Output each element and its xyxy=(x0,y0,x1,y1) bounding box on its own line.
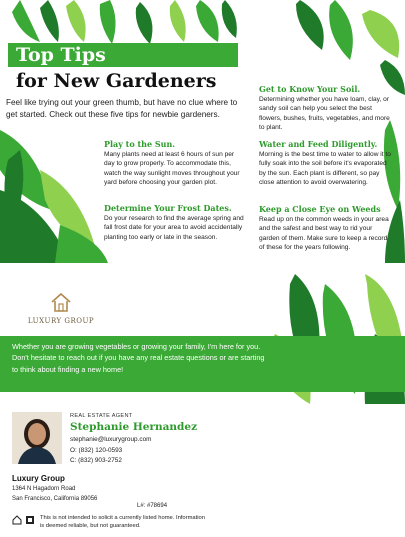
tip-heading: Determine Your Frost Dates. xyxy=(104,203,232,213)
brand-name: LUXURY GROUP xyxy=(27,317,95,325)
agent-office-phone[interactable]: O: (832) 120-0593 xyxy=(70,447,123,454)
tip-body: Do your research to find the average spring and fall frost date for your area to avoid accidentally planting too early or late in the season. xyxy=(104,215,244,241)
bottom-left-leaves-icon xyxy=(0,130,108,263)
agent-photo xyxy=(12,412,62,464)
agent-message: Whether you are growing vegetables or growing your family, I'm here for you. Don't hesitate to reach out if you have any real estate questions or are starting to think about finding a new home! xyxy=(12,342,265,374)
tip-body: Determining whether you have loam, clay, or sandy soil can help you select the best flowers, bushes, fruits, vegetables, and more to plant. xyxy=(259,96,390,132)
company-name: Luxury Group xyxy=(12,474,65,483)
equal-housing-icon xyxy=(12,515,36,525)
tip-heading: Play to the Sun. xyxy=(104,139,176,149)
agent-name: Stephanie Hernandez xyxy=(70,421,198,433)
agent-portrait-icon xyxy=(12,412,62,464)
tip-heading: Water and Feed Diligently. xyxy=(259,139,378,149)
disclaimer: This is not intended to solicit a currently listed home. Information is deemed reliable, but not guaranteed. xyxy=(40,515,205,530)
flyer-title: Top Tips xyxy=(16,44,106,66)
agent-email[interactable]: stephanie@luxurygroup.com xyxy=(70,436,152,443)
brand-logo xyxy=(16,292,106,325)
top-left-leaves-icon xyxy=(12,0,237,44)
company-address-line1: 1364 N Hagadorn Road xyxy=(12,486,76,492)
agent-panel xyxy=(0,274,405,537)
flyer-subtitle: for New Gardeners xyxy=(16,70,217,92)
tip-body: Morning is the best time to water to allow it to fully soak into the soil before it's evaporated by the sun. Each plant is different, so pay close attention to avoid overwatering. xyxy=(259,151,391,187)
flyer-intro: Feel like trying out your green thumb, but have no clue where to get started. Check out these five tips for newbie gardeners. xyxy=(6,98,238,119)
agent-title: REAL ESTATE AGENT xyxy=(70,413,133,419)
agent-cell-phone[interactable]: C: (832) 903-2752 xyxy=(70,457,122,464)
house-icon xyxy=(50,292,72,312)
license-number: L#: #78694 xyxy=(137,503,168,509)
top-right-leaves-icon xyxy=(296,0,405,95)
tip-heading: Keep a Close Eye on Weeds xyxy=(259,204,381,214)
tip-body: Read up on the common weeds in your area and the safest and best way to rid your garden of them. Make sure to keep a record of these for the years following. xyxy=(259,216,389,252)
tip-heading: Get to Know Your Soil. xyxy=(259,84,361,94)
tips-flyer-panel xyxy=(0,0,405,263)
company-address-line2: San Francisco, California 89056 xyxy=(12,496,98,502)
tip-body: Many plants need at least 6 hours of sun per day to grow properly. To accommodate this, watch the way sunlight moves throughout your yard before choosing your garden plot. xyxy=(104,151,240,187)
